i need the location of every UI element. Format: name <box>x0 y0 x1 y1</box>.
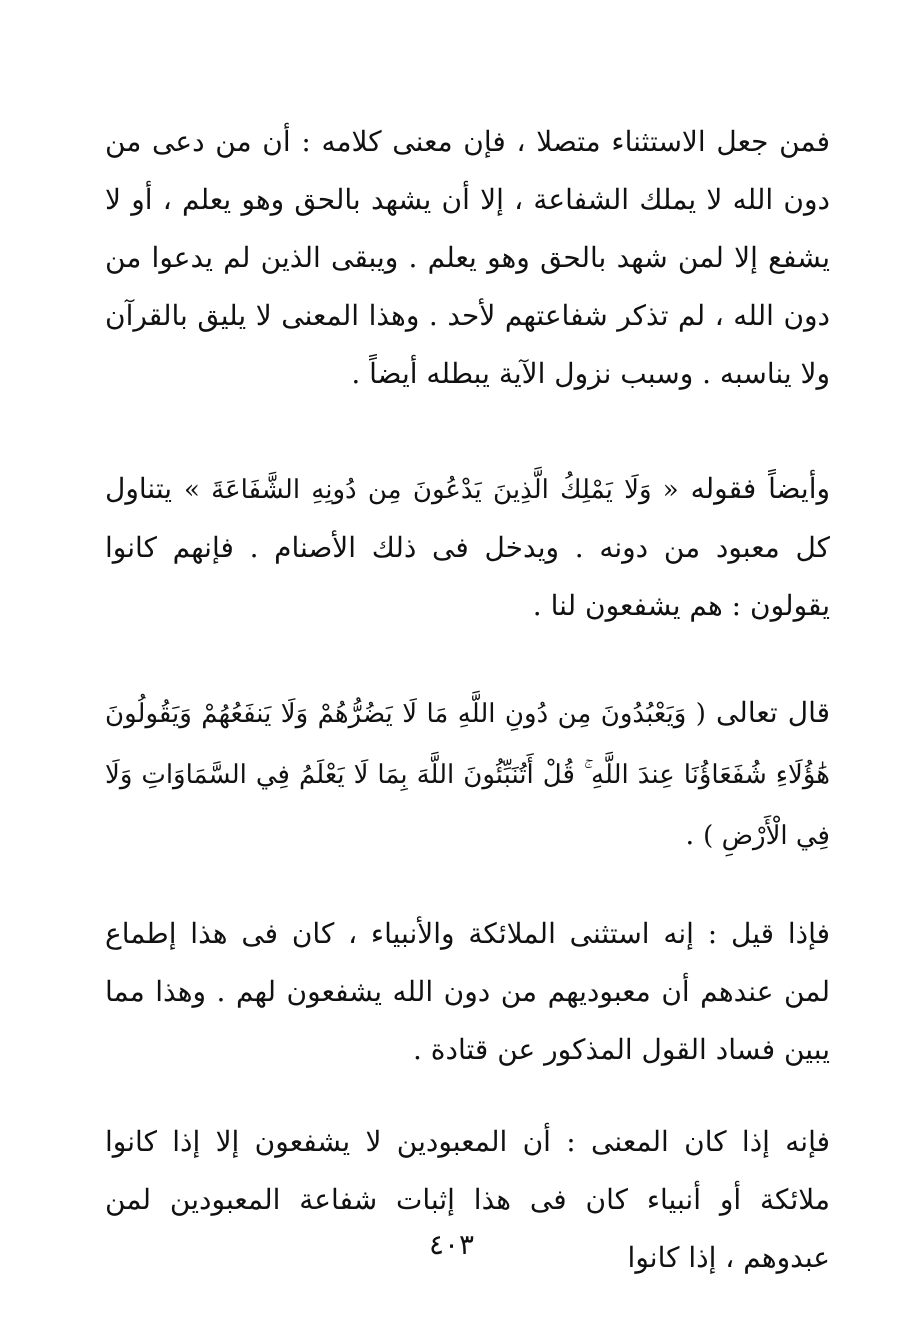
paragraph-3 <box>105 683 830 866</box>
paragraph-3-intro: قال تعالى <box>715 696 830 729</box>
quran-verse-1: « وَلَا يَمْلِكُ الَّذِينَ يَدْعُونَ مِن دُونِهِ الشَّفَاعَةَ » <box>184 475 679 505</box>
paragraph-2 <box>105 460 830 635</box>
quran-verse-2: ( وَيَعْبُدُونَ مِن دُونِ اللَّهِ مَا لَا يَضُرُّهُمْ وَلَا يَنفَعُهُمْ وَيَقُولُونَ هَٰؤُلَاءِ شُفَعَاؤُنَا عِندَ اللَّهِ ۚ قُلْ أَتُنَبِّئُونَ اللَّهَ بِمَا لَا يَعْلَمُ فِي السَّمَاوَاتِ وَلَا فِي الْأَرْضِ ) <box>105 699 830 851</box>
page-number: ٤٠٣ <box>428 1228 475 1261</box>
paragraph-2-rest: يتناول كل معبود من دونه . ويدخل فى ذلك الأصنام . فإنهم كانوا يقولون : هم يشفعون لنا . <box>105 472 830 622</box>
paragraph-1: فمن جعل الاستثناء متصلا ، فإن معنى كلامه : أن من دعى من دون الله لا يملك الشفاعة ، إلا أن يشهد بالحق وهو يعلم ، أو لا يشفع إلا لمن شهد بالحق وهو يعلم . ويبقى الذين لم يدعوا من دون الله ، لم تذكر شفاعتهم لأحد . وهذا المعنى لا يليق بالقرآن ولا يناسبه . وسبب نزول الآية يبطله أيضاً . <box>105 125 830 390</box>
paragraph-3-end: . <box>685 818 695 851</box>
paragraph-5: فإنه إذا كان المعنى : أن المعبودين لا يشفعون إلا إذا كانوا ملائكة أو أنبياء كان فى هذا إثبات شفاعة المعبودين لمن عبدوهم ، إذا كانوا <box>105 1125 831 1274</box>
paragraph-4: فإذا قيل : إنه استثنى الملائكة والأنبياء ، كان فى هذا إطماع لمن عندهم أن معبوديهم من دون الله يشفعون لهم . وهذا مما يبين فساد القول المذكور عن قتادة . <box>105 917 830 1066</box>
paragraph-2-intro: وأيضاً فقوله <box>690 472 831 505</box>
